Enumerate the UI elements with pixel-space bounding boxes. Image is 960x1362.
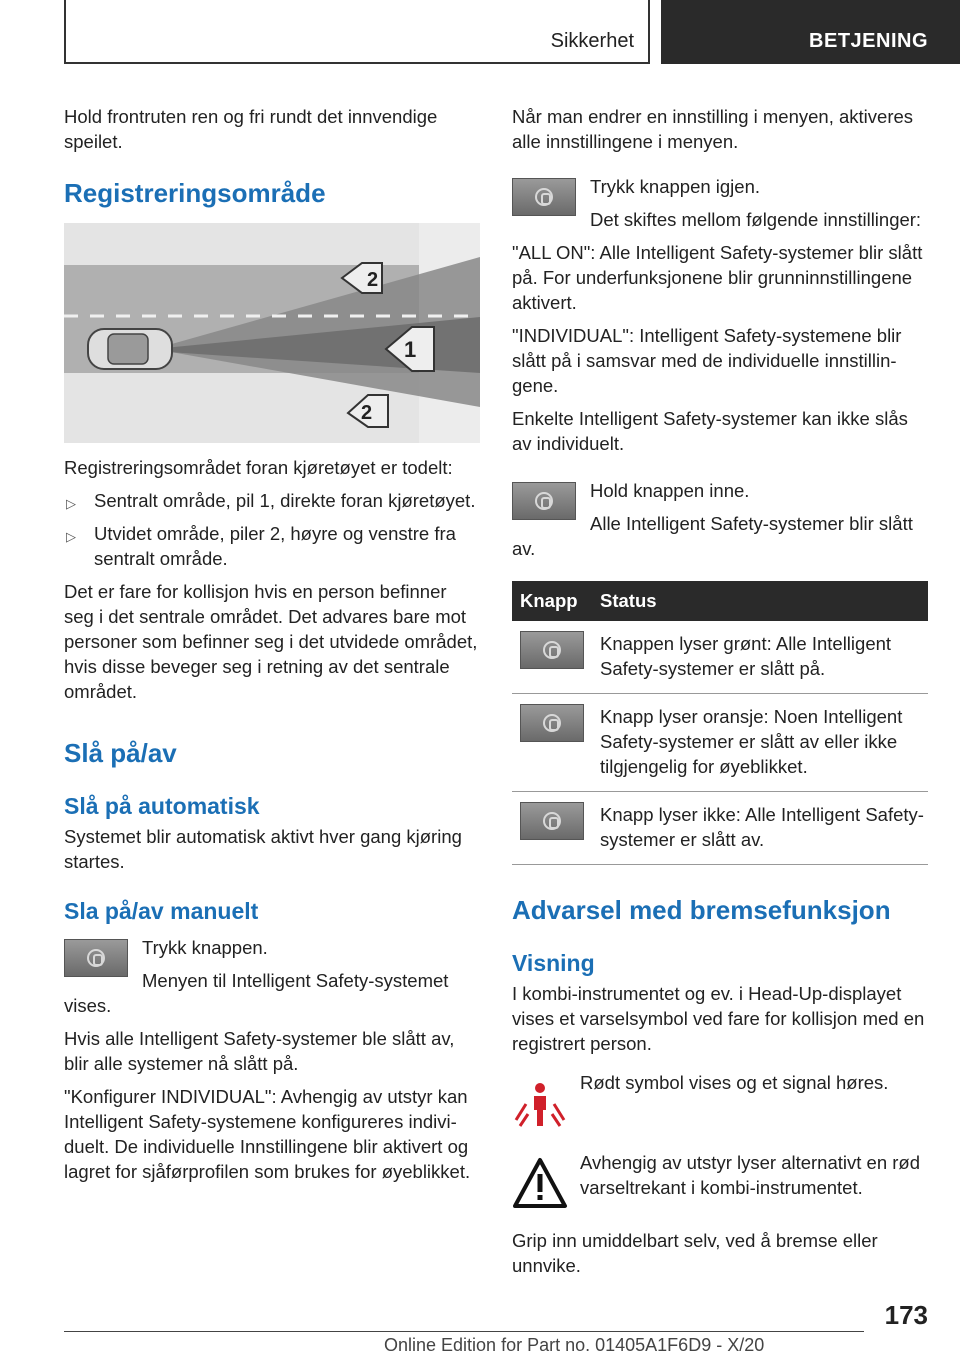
header-chapter-box	[661, 0, 960, 64]
table-row	[512, 621, 928, 694]
danger-text: Det er fare for kollisjon hvis en person befinner seg i det sentrale området. Det advares bare mot personer som befinner seg i det utvidede området, hvis disse beveger seg i retning av det sentrale området.	[64, 581, 478, 702]
heading-advarsel-bremsefunksjon: Advarsel med bremsefunksjon	[512, 895, 891, 925]
table-cell-status: Knapp lyser oransje: Noen Intelligent Safety-systemer er slått av eller ikke tilgjengelig for øyeblikket.	[592, 694, 928, 792]
footer-edition: Online Edition for Part no. 01405A1F6D9 - X/20	[384, 1335, 765, 1355]
intelligent-safety-button-icon	[512, 178, 576, 216]
arrow-label-2-bottom: 2	[361, 402, 373, 424]
list-item: ▷ Utvidet område, piler 2, høyre og venstre fra sentralt område.	[66, 523, 456, 569]
table-row	[512, 694, 928, 792]
detection-area-figure	[64, 223, 480, 443]
right-column	[512, 104, 928, 1278]
warning-triangle-icon	[512, 1154, 568, 1212]
menu-shown-text: Menyen til Intelligent Safety-systemet vises.	[64, 970, 449, 1016]
intro-text: Hold frontruten ren og fri rundt det innvendige speilet.	[64, 106, 438, 152]
table-header-knapp: Knapp	[512, 581, 592, 621]
button-green-icon	[520, 631, 584, 669]
heading-manuelt: Sla på/av manuelt	[64, 898, 259, 924]
all-on-text: "ALL ON": Alle Intelligent Safety-systemer blir slått på. For underfunksjonene blir grunninnstillingene aktivert.	[512, 242, 923, 313]
table-cell-status: Knapp lyser ikke: Alle Intelligent Safety-systemer er slått av.	[592, 792, 928, 865]
intervene-text: Grip inn umiddelbart selv, ved å bremse eller unnvike.	[512, 1230, 878, 1276]
list-item: ▷ Sentralt område, pil 1, direkte foran kjøretøyet.	[64, 488, 480, 513]
press-again-text: Trykk knappen igjen.	[590, 176, 761, 197]
red-symbol-instruction	[512, 1070, 928, 1138]
left-column	[64, 104, 480, 1184]
header-section-title: Sikkerhet	[550, 30, 634, 52]
warning-triangle-text: Avhengig av utstyr lyser alternativt en rød varseltrekant i kombi-instrumentet.	[580, 1152, 921, 1198]
heading-sla-pa-av: Slå på/av	[64, 738, 177, 768]
hold-text: Hold knappen inne.	[590, 480, 750, 501]
red-symbol-text: Rødt symbol vises og et signal høres.	[580, 1072, 889, 1093]
table-header-status: Status	[592, 581, 928, 621]
header-chapter-title: BETJENING	[809, 30, 928, 52]
table-cell-status: Knappen lyser grønt: Alle Intelligent Safety-systemer er slått på.	[592, 621, 928, 694]
press-button-instruction	[64, 935, 480, 1018]
arrow-label-1: 1	[404, 337, 417, 362]
footer-divider	[64, 1331, 864, 1332]
heading-sla-pa-automatisk: Slå på automatisk	[64, 793, 260, 819]
arrow-label-2-top: 2	[367, 269, 379, 291]
car-icon	[88, 329, 172, 369]
display-text: I kombi-instrumentet og ev. i Head-Up-displayet vises et varselsymbol ved fare for kollisjon med en registrert person.	[512, 983, 925, 1054]
all-off-hold-text: Alle Intelligent Safety-systemer blir slått av.	[512, 513, 913, 559]
automatic-text: Systemet blir automatisk aktivt hver gang kjøring startes.	[64, 826, 462, 872]
warning-triangle-instruction	[512, 1150, 928, 1218]
toggle-settings-text: Det skiftes mellom følgende innstillinger:	[590, 209, 922, 230]
button-status-table	[512, 581, 928, 865]
table-row	[512, 792, 928, 865]
registration-area-text: Registreringsområdet foran kjøretøyet er todelt:	[64, 457, 453, 478]
pedestrian-warning-icon	[512, 1074, 568, 1132]
intelligent-safety-button-icon	[512, 482, 576, 520]
detection-area-illustration	[64, 223, 480, 443]
cannot-disable-text: Enkelte Intelligent Safety-systemer kan ikke slås av individuelt.	[512, 408, 908, 454]
button-off-icon	[520, 802, 584, 840]
heading-visning: Visning	[512, 950, 595, 976]
area-bullet-list	[64, 488, 480, 571]
hold-button-instruction	[512, 478, 928, 561]
menu-change-text: Når man endrer en innstilling i menyen, aktiveres alle innstillingene i menyen.	[512, 106, 914, 152]
individual-text: "INDIVIDUAL": Intelligent Safety-systemene blir slått på i samsvar med de individuelle innstillingene.	[512, 325, 902, 396]
press-again-instruction	[512, 174, 928, 232]
triangle-bullet-icon: ▷	[66, 529, 76, 544]
press-text: Trykk knappen.	[142, 937, 268, 958]
button-orange-icon	[520, 704, 584, 742]
heading-registreringsomrade: Registreringsområde	[64, 178, 326, 208]
page-number: 173	[884, 1300, 928, 1330]
header-section-box	[64, 0, 650, 64]
intelligent-safety-button-icon	[64, 939, 128, 977]
all-off-text: Hvis alle Intelligent Safety-systemer ble slått av, blir alle systemer nå slått på.	[64, 1028, 455, 1074]
configure-text: "Konfigurer INDIVIDUAL": Avhengig av utstyr kan Intelligent Safety-systemene konfigureres individuelt. De individuelle Innstillingene blir aktivert og lagret for sjåførprofilen som brukes for øyeblikket.	[64, 1086, 471, 1182]
triangle-bullet-icon: ▷	[66, 496, 76, 511]
